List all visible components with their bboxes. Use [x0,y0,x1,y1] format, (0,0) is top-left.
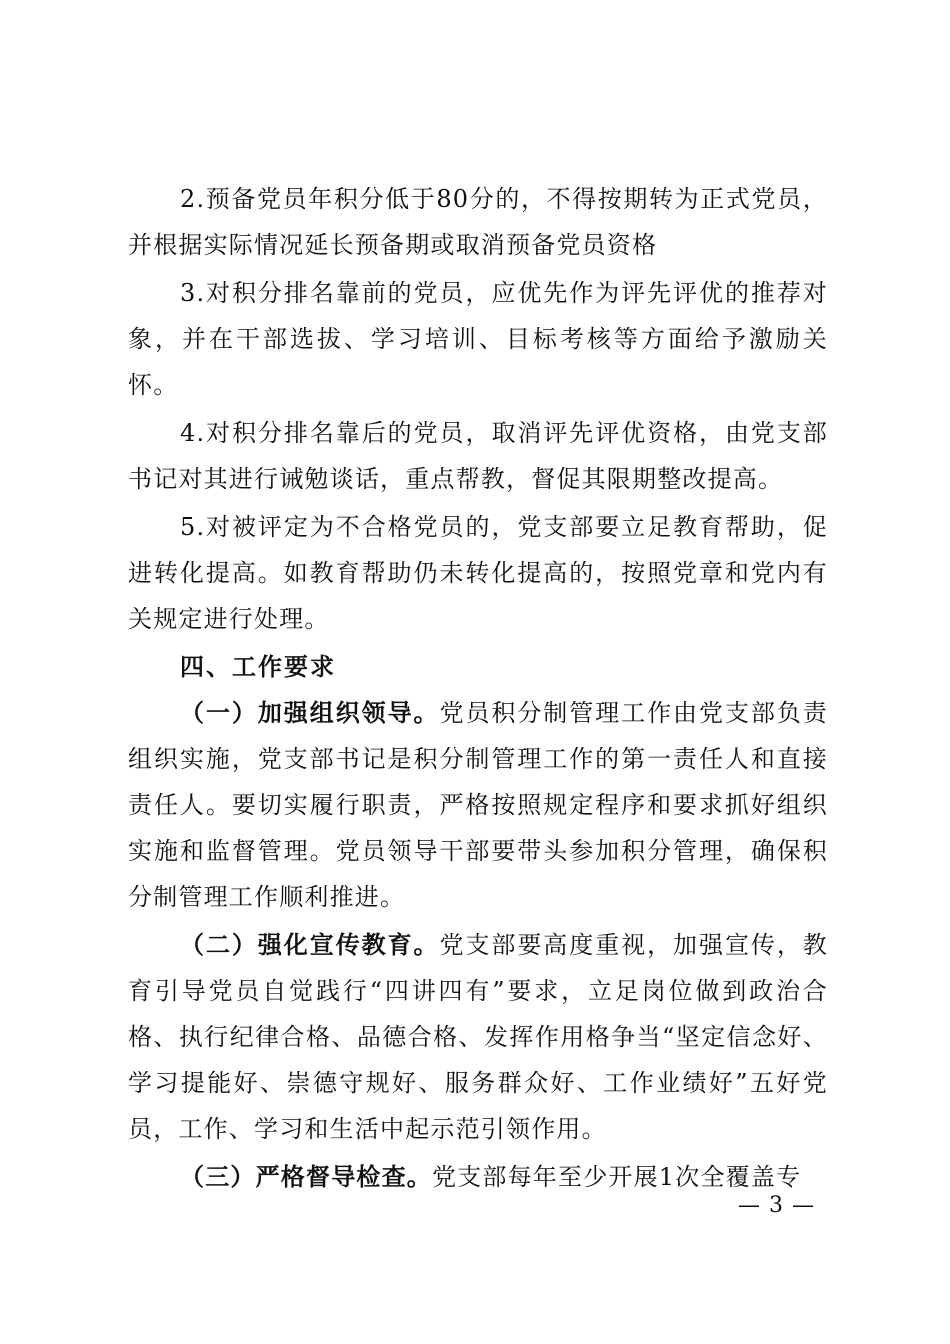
requirement-body: 党员积分制管理工作由党支部负责组织实施，党支部书记是积分制管理工作的第一责任人和直接责任人。要切实履行职责，严格按照规定程序和要求抓好组织实施和监督管理。党员领导干部要带头参加积分管理，确保积分制管理工作顺利推进。 [128,699,828,911]
page-number: — 3 — [738,1193,815,1218]
requirement-title: （三）严格督导检查。 [180,1163,432,1191]
requirement-body: 党支部每年至少开展1次全覆盖专 [432,1163,802,1191]
paragraph-item-2: 2.预备党员年积分低于80分的，不得按期转为正式党员，并根据实际情况延长预备期或取消预备党员资格 [128,185,828,259]
document-body [128,176,828,1202]
requirement-paragraph-1 [128,690,828,920]
requirement-paragraph-3 [128,1154,828,1200]
requirement-title: （一）加强组织领导。 [180,699,440,727]
paragraph-item-3: 3.对积分排名靠前的党员，应优先作为评先评优的推荐对象，并在干部选拔、学习培训、目标考核等方面给予激励关怀。 [128,279,828,399]
paragraph-item-4: 4.对积分排名靠后的党员，取消评先评优资格，由党支部书记对其进行诫勉谈话，重点帮教，督促其限期整改提高。 [128,419,828,493]
paragraph-item-5: 5.对被评定为不合格党员的，党支部要立足教育帮助，促进转化提高。如教育帮助仍未转化提高的，按照党章和党内有关规定进行处理。 [128,513,828,633]
requirement-body: 党支部要高度重视，加强宣传，教育引导党员自觉践行“四讲四有”要求，立足岗位做到政治合格、执行纪律合格、品德合格、发挥作用格争当“坚定信念好、学习提能好、崇德守规好、服务群众好、工作业绩好”五好党员，工作、学习和生活中起示范引领作用。 [128,931,828,1143]
requirement-paragraph-2 [128,922,828,1152]
requirement-title: （二）强化宣传教育。 [180,931,440,959]
section-heading: 四、工作要求 [180,653,336,681]
